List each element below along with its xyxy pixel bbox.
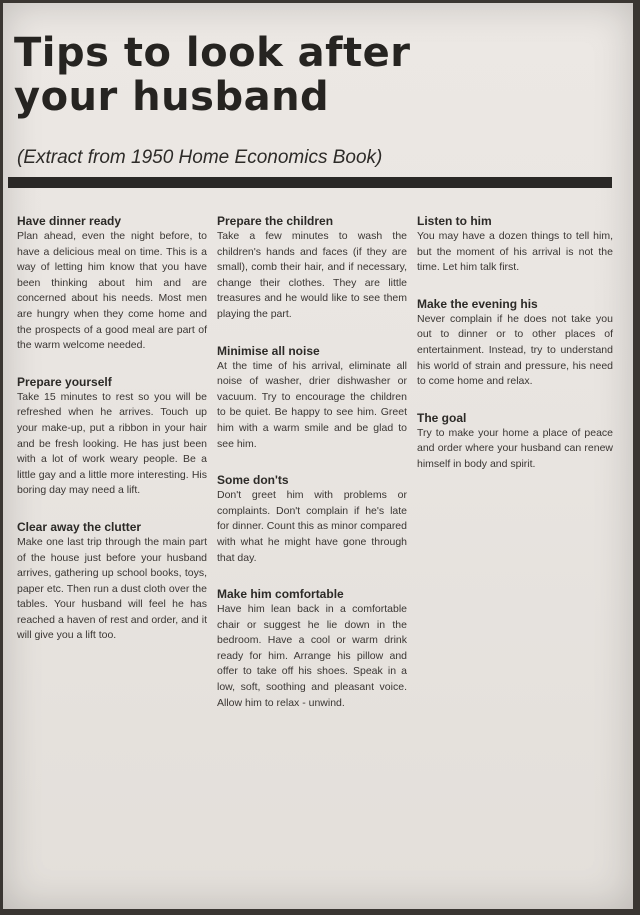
section-heading: Some don'ts xyxy=(217,473,289,488)
section-body: Never complain if he does not take you out to dinner or to other places of entertainment. Instead, try to understand his world of strain and pressure, his need to come home and relax. xyxy=(417,312,613,388)
divider-bar xyxy=(8,177,612,188)
page-title xyxy=(14,31,614,119)
section-prepare-yourself xyxy=(17,374,207,499)
section-some-donts xyxy=(217,472,407,566)
title-line-1: Tips to look after xyxy=(14,30,411,76)
section-make-him-comfortable xyxy=(217,586,407,711)
section-heading: Minimise all noise xyxy=(217,343,320,358)
section-minimise-all-noise xyxy=(217,343,407,453)
section-heading: The goal xyxy=(417,410,467,425)
section-heading: Prepare yourself xyxy=(17,374,112,389)
section-body: Take a few minutes to wash the children's hands and faces (if they are small), comb their hair, and if necessary, change their clothes. They are little treasures and he would like to see them playing the part. xyxy=(217,230,407,320)
section-body: At the time of his arrival, eliminate all noise of washer, drier dishwasher or vacuum. Try to encourage the children to be quiet. Be happy to see him. Greet him with a warm smile and be glad to see him. xyxy=(217,359,407,450)
section-body: You may have a dozen things to tell him, but the moment of his arrival is not the time. Let him talk first. xyxy=(417,230,613,274)
section-heading: Make the evening his xyxy=(417,296,538,311)
column-2 xyxy=(217,213,407,711)
section-body: Make one last trip through the main part of the house just before your husband arrives, gathering up school books, toys, paper etc. Then run a dust cloth over the tables. Your husband will feel he has reached a haven of rest and order, and it will give you a lift too. xyxy=(17,535,207,642)
column-3 xyxy=(417,213,613,473)
section-body: Have him lean back in a comfortable chair or suggest he lie down in the bedroom. Have a cool or warm drink ready for him. Arrange his pillow and offer to take off his shoes. Speak in a low, soft, soothing and pleasant voice. Allow him to relax - unwind. xyxy=(217,603,407,709)
section-heading: Prepare the children xyxy=(217,214,334,228)
section-have-dinner-ready xyxy=(17,213,207,354)
section-heading: Listen to him xyxy=(417,214,492,228)
section-listen-to-him xyxy=(417,213,613,276)
section-heading: Make him comfortable xyxy=(217,587,344,602)
section-prepare-the-children xyxy=(217,213,407,323)
section-body: Try to make your home a place of peace and order where your husband can renew himself in body and spirit. xyxy=(417,426,613,470)
section-heading: Have dinner ready xyxy=(17,214,122,228)
title-line-2: your husband xyxy=(14,74,330,120)
document-page xyxy=(3,3,633,909)
section-heading: Clear away the clutter xyxy=(17,519,142,534)
section-body: Take 15 minutes to rest so you will be refreshed when he arrives. Touch up your make-up, put a ribbon in your hair and be fresh looking. He has just been with a lot of work weary people. Be a little gay and a little more interesting. His boring day may need a lift. xyxy=(17,390,207,497)
subtitle: (Extract from 1950 Home Economics Book) xyxy=(17,147,383,168)
column-1 xyxy=(17,213,207,644)
section-the-goal xyxy=(417,410,613,473)
section-make-the-evening-his xyxy=(417,296,613,390)
section-body: Don't greet him with problems or complaints. Don't complain if he's late for dinner. Count this as minor compared with what he might have gone through that day. xyxy=(217,489,407,564)
section-clear-away-the-clutter xyxy=(17,519,207,644)
section-body: Plan ahead, even the night before, to have a delicious meal on time. This is a way of letting him know that you have been thinking about him and are concerned about his needs. Most men are hungry when they come home and the prospects of a good meal are part of the warm welcome needed. xyxy=(17,230,207,352)
